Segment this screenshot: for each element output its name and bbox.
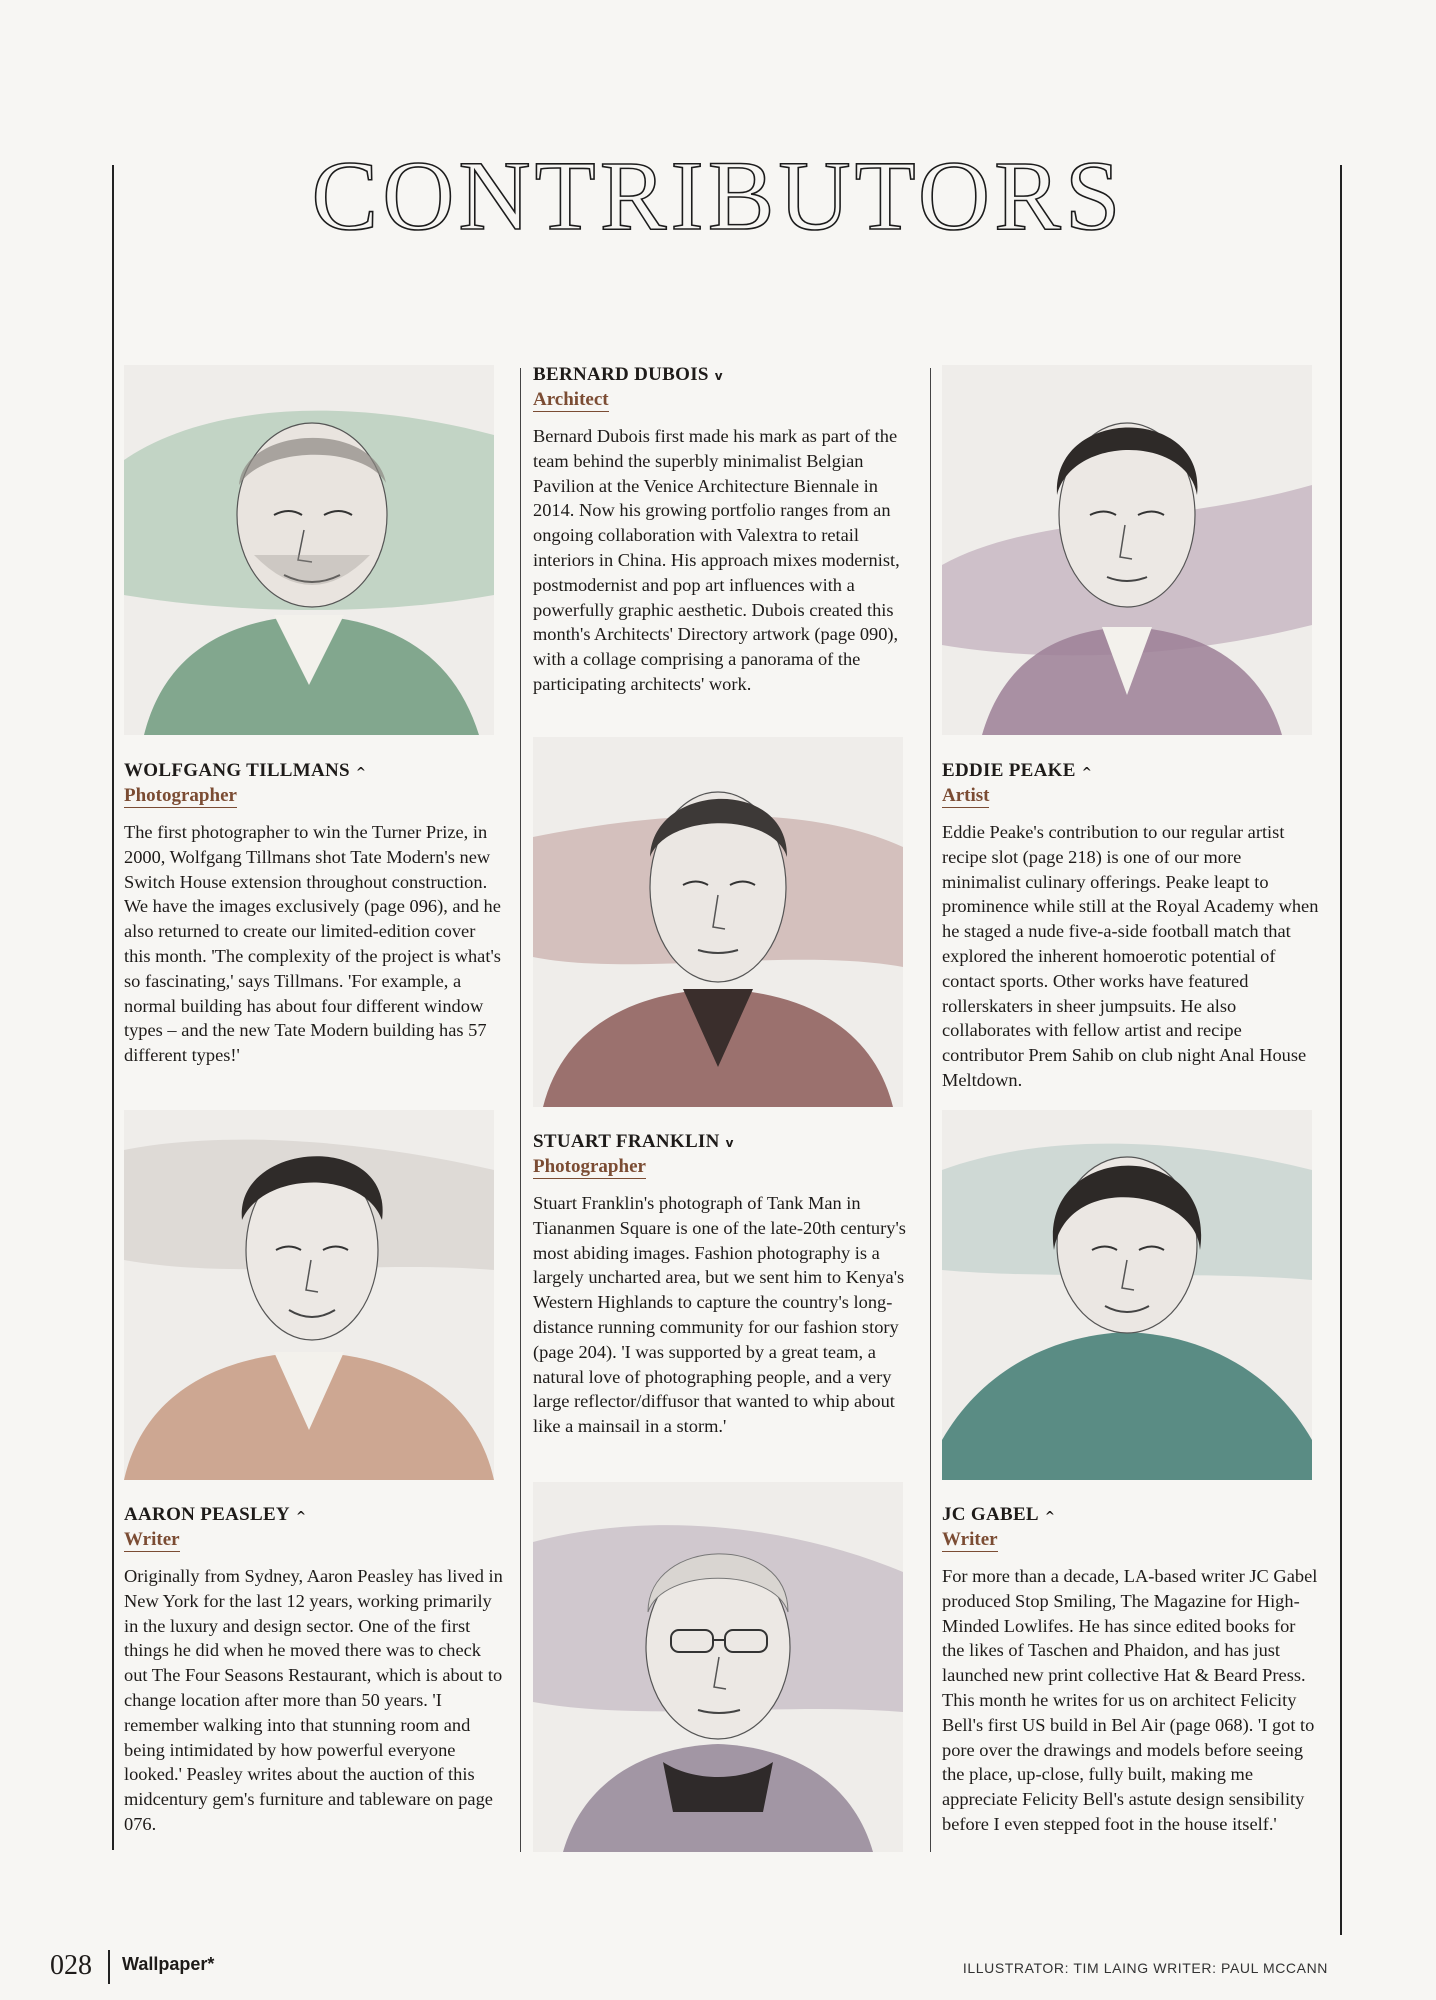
contributor-bio: Originally from Sydney, Aaron Peasley has lived in New York for the last 12 years, working primarily in the luxury and design sector. One of the first things he did when he moved there was to check out The Four Seasons Restaurant, which is about to change location after more than 50 years. 'I remember walking into that stunning room and being intimidated by how powerful everyone looked.' Peasley writes about the auction of this midcentury gem's furniture and tableware on page 076.	[124, 1566, 503, 1834]
contributor-bio: Stuart Franklin's photograph of Tank Man in Tiananmen Square is one of the late-20th century's most abiding images. Fashion photography is a largely uncharted area, but we sent him to Kenya's Western Highlands to capture the country's long-distance running community for our fashion story (page 204). 'I was supported by a great team, a natural love of photographing people, and a very large reflector/diffusor that wanted to whip about like a mainsail in a storm.'	[533, 1193, 906, 1437]
contributor-name: BERNARD DUBOIS	[533, 364, 709, 385]
contributor-role: Writer	[942, 1529, 998, 1550]
up-arrow-icon: ^	[355, 765, 367, 779]
page-number: 028	[50, 1950, 92, 1981]
bio-jc-gabel	[942, 1503, 1322, 1837]
contributor-bio: Eddie Peake's contribution to our regular artist recipe slot (page 218) is one of our more minimalist culinary offerings. Peake leapt to prominence while still at the Royal Academy when he staged a nude five-a-side football match that explored the inherent homoerotic potential of contact sports. Other works have featured rollerskaters in sheer jumpsuits. He also collaborates with fellow artist and recipe contributor Prem Sahib on club night Anal House Meltdown.	[942, 822, 1319, 1090]
watercolor-portrait-illustration	[533, 737, 903, 1107]
up-arrow-icon: ^	[1044, 1509, 1056, 1523]
watercolor-portrait-illustration	[124, 365, 494, 735]
column-rule-1	[520, 368, 521, 1852]
portrait-bernard-dubois	[533, 1482, 903, 1852]
contributor-name: STUART FRANKLIN	[533, 1131, 720, 1152]
illustration-credit: ILLUSTRATOR: TIM LAING WRITER: PAUL MCCANN	[962, 1960, 1328, 1976]
bio-eddie-peake	[942, 759, 1322, 1093]
contributor-role: Architect	[533, 389, 609, 410]
magazine-brand: Wallpaper*	[122, 1954, 215, 1974]
contributor-name: AARON PEASLEY	[124, 1504, 290, 1525]
watercolor-portrait-illustration	[533, 1482, 903, 1852]
contributor-role: Artist	[942, 785, 990, 806]
portrait-aaron-peasley	[124, 1110, 494, 1480]
down-arrow-icon: v	[714, 369, 723, 383]
portrait-jc-gabel	[942, 1110, 1312, 1480]
bio-bernard-dubois	[533, 363, 913, 697]
right-margin-rule	[1340, 165, 1342, 1935]
up-arrow-icon: ^	[1081, 765, 1093, 779]
contributor-bio: The first photographer to win the Turner Prize, in 2000, Wolfgang Tillmans shot Tate Modern's new Switch House extension throughout construction. We have the images exclusively (page 096), and he also returned to create our limited-edition cover this month. 'The complexity of the project is what's so fascinating,' says Tillmans. 'For example, a normal building has about four different window types – and the new Tate Modern building has 57 different types!'	[124, 822, 501, 1066]
watercolor-portrait-illustration	[942, 365, 1312, 735]
contributor-role: Photographer	[533, 1156, 646, 1177]
down-arrow-icon: v	[725, 1136, 734, 1150]
contributor-bio: Bernard Dubois first made his mark as part of the team behind the superbly minimalist Belgian Pavilion at the Venice Architecture Biennale in 2014. Now his growing portfolio ranges from an ongoing collaboration with Valextra to retail interiors in China. His approach mixes modernist, postmodernist and pop art influences with a powerfully graphic aesthetic. Dubois created this month's Architects' Directory artwork (page 090), with a collage comprising a panorama of the participating architects' work.	[533, 426, 900, 694]
contributor-role: Writer	[124, 1529, 180, 1550]
bio-aaron-peasley	[124, 1503, 504, 1837]
contributor-name: WOLFGANG TILLMANS	[124, 760, 350, 781]
contributor-name: JC GABEL	[942, 1504, 1039, 1525]
contributor-name: EDDIE PEAKE	[942, 760, 1076, 781]
portrait-eddie-peake	[942, 365, 1312, 735]
contributor-role: Photographer	[124, 785, 237, 806]
contributor-bio: For more than a decade, LA-based writer JC Gabel produced Stop Smiling, The Magazine for High-Minded Lowlifes. He has since edited books for the likes of Taschen and Phaidon, and has just launched new print collective Hat & Beard Press. This month he writes for us on architect Felicity Bell's first US build in Bel Air (page 068). 'I got to pore over the drawings and models before seeing the place, up-close, fully built, making me appreciate Felicity Bell's astute design sensibility before I even stepped foot in the house itself.'	[942, 1566, 1318, 1834]
column-rule-2	[930, 368, 931, 1852]
portrait-wolfgang-tillmans	[124, 365, 494, 735]
up-arrow-icon: ^	[295, 1509, 307, 1523]
left-margin-rule	[112, 165, 114, 1850]
footer-divider	[108, 1950, 110, 1984]
portrait-stuart-franklin	[533, 737, 903, 1107]
watercolor-portrait-illustration	[124, 1110, 494, 1480]
bio-wolfgang-tillmans	[124, 759, 504, 1068]
page-title: CONTRIBUTORS	[311, 140, 1125, 251]
bio-stuart-franklin	[533, 1130, 913, 1439]
watercolor-portrait-illustration	[942, 1110, 1312, 1480]
